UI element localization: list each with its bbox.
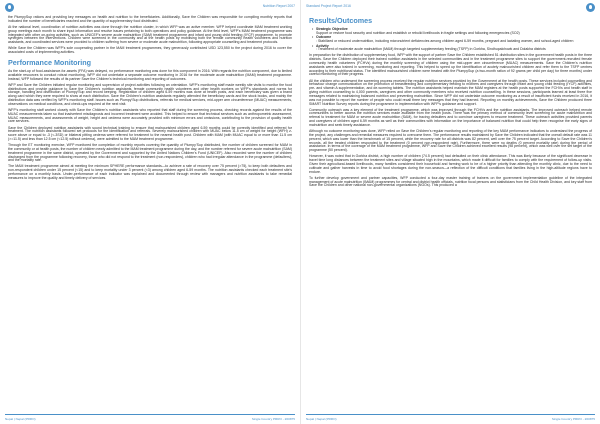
wfp-logo-icon — [586, 3, 595, 12]
footer-project: Single Country PRRO - 200875 — [251, 416, 295, 421]
paragraph: At the national level, coordination of nutrition activities was done through the nutrition cluster, in which WFP was an active member. WFP helped coordinate MAM treatment working group meetings each month to share input information and resolve issues pertaining to both operations and policy guidance. At the field level, WFP's MAM treatment programme was integrated with other on-going activities, such as UNICEF's severe acute malnutrition (SAM) treatment programme and infant and young child feeding (IYCF) programme, to promote synergies between the interventions. Children were screened in the community and at the health posts by mobilising both the female community health volunteers and nutrition assistants, and coordinated services were provided to children suffering from severe or moderate acute malnutrition, following appropriate counselling and treatment protocols. — [8, 24, 292, 45]
list-item — [316, 36, 592, 44]
page-footer — [5, 414, 295, 422]
paragraph: Through the ET monitoring exercise, WFP monitored the completion of monthly reports covering the quantity of Plumpy'Sup distributed, the number of children screened for MAM in the community or at health posts, the number of children newly admitted to the MAM treatment programme during the day, and the number referred for severe acute malnutrition (SAM) treatment programme in the same district, operated by the Government and supported by the United Nations Children's Fund (UNICEF). Also recorded were the number of children discharged from the programme following recovery, those who did not respond to the treatment (non-responders), children who had irregular attendance in the programme (defaulters), and the mortality rate. — [8, 143, 292, 163]
right-page — [300, 0, 600, 424]
section-title-performance-monitoring: Performance Monitoring — [8, 57, 92, 67]
bullet-label: • Outcome — [316, 35, 332, 40]
paragraph: All the children who underwent the screening process received the regular nutrition services provided by the Government at the health posts. These services included counselling and behaviour change communication on the promotion of breastfeeding and complementary feeding to mothers and caregivers through infant and young child feeding (IYCF) activities, pre- and vitamin A supplementation, and de-worming tablets. The nutrition assistants helped maintain the MAM registers at the health posts supported the FCHVs and health staff in giving nutrition counselling to 4,000 parents, caregivers and other community members who received nutrition counselling. In these sessions, participants learned at least three five messages related to maintaining balanced nutrition and preventing malnutrition. Since WFP did not undertake outcome monitoring as a result of insufficient funds received in 2016, it was not possible to report the number of people who could recall three key messages that they had learned. Reporting on monthly achievements, Save the Children produced three SMART Nutrition Survey reports during the programme in implementation with WFP's guidance and support. — [309, 78, 592, 106]
footer-country: Nepal | Nepal (PRRO) — [5, 416, 36, 421]
paragraph: The MAM treatment programme aimed at meeting the minimum SPHERE performance standards—to achieve a rate of recovery over 75 percent (>75), to keep both defaulters and non-respondent children under 15 percent (<15) and to keep mortality under 3 percent (<3) among children aged 6-59 months. The nutrition assistants checked each treatment site's performance on a monthly basis. Under-performance of each indicator was explained and documented through review with managers and nutrition assistants to take remedial measures to improve the quality and timely delivery of services. — [8, 164, 292, 180]
paragraph: Community outreach was a key element of the treatment programme, which was improved through the FCHVs and the nutrition assistants. The improved outreach helped remote communities to better access the nutrition services made available from the health posts. There was the primary method of community level screening for acute malnutrition and referral to treatment for MAM or severe acute malnutrition (SAM), for tracing defaulters and to convince caregivers to resume treatment. These outreach activities provided parents and caregivers of children aged 6-59 months as well as their communities with information on the importance of balanced nutrition that could help them recognise the early signs of malnutrition and seek timely assistance. — [309, 107, 592, 127]
results-bullet-list — [316, 28, 592, 52]
right-content — [309, 16, 592, 190]
list-item — [316, 45, 592, 53]
footer-project: Single Country PRRO - 200875 — [551, 416, 595, 421]
paragraph: Save the Children deployed nutrition assistants with sound technical training to ensure that malnourished children aged 6-59 months could be correctly identified and referred for treatment. The nutrition assistants followed set protocols for the identification and referrals. Severely malnourished children with MUAC below 11.5 cm or weight for height (WFH) z-score above or equal to -3 (<-3SD) or bilateral pitting oedema were referred for treatment to the nearest health post. Children with MAM (with MUAC equal to or more than 11.5 cm (>=11.5) and less than 12.5 cm (<12.5) without oedema), were admitted to the MAM treatment programme. — [8, 125, 292, 142]
bullet-text: Support or restore food security and nutrition and establish or rebuild livelihoods in fragile settings and following emergencies (SO2) — [316, 30, 520, 35]
header-report-title: Nutrition Report 2007 — [262, 4, 295, 8]
paragraph: While Save the Children was WFP's sole cooperating partner in the MAM treatment programmes, they generously contributed USD 123,550 to the project during 2016 to cover the associated costs of implementing activities. — [8, 46, 292, 55]
paragraph: However, it was noted that in Gorkha district, a high number of children (74.5 percent) had defaulted on their clinic attendance. This was likely because of the significant decrease in travel time long distances between the treatment sites and village situated high in the mountains, which made it difficult for families to comply with the requirement of follow-up visits. Given their agricultural-based livelihoods, many families considered their household and farming work to be of a higher priority than attending the monthly clinic, due to the need to cultivate and gather harvests in time to avoid food shortages during the non-season—a reflection of the difficult conditions that families living in the high-altitude regions have to endure. — [309, 154, 592, 174]
footer-country: Nepal | Nepal (PRRO) — [306, 416, 337, 421]
paragraph: the PlumpySup rations and providing key messages on health and nutrition to the beneficiaries. Additionally, Save the Children was responsible for compiling monthly reports that indicated the number of beneficiaries reached and the quantity of supplementary food distributed. — [8, 15, 292, 23]
bullet-label: • Strategic Objective — [316, 27, 348, 31]
bullet-text: : Stabilized or reduced undernutrition, including micronutrient deficiencies among children aged 6-59 months, pregnant and lactating women, and school-aged children — [316, 39, 574, 44]
paragraph: In preparation for the distribution of supplementary food, WFP with the support of partner Save the Children established 51 distribution sites in the government health posts in the three districts. Save the Children deployed their trained nutrition assistants in the selected communities and in the treatment programme sites to support the government-recruited female community health volunteers (FCHVs) during the monthly screening of children using the mid-upper arm circumference (MUAC) measurements. Save the Children's nutrition assistants were also trained in screening, monitoring and reporting. This helped to speed up the identification of acutely malnourished children and refer them to the TSFP centres according to their nutritional status. The identified malnourished children were treated with the PlumpySup (a two-month ration of 92 grams per child per day) for three months) under careful monitoring of their progress. — [309, 53, 593, 77]
paragraph: WFP's monitoring staff worked closely with Save the Children's nutrition assistants who reported that staff during the screening process, checking records against the results of the MUAC measurements taken so that inadvertent misdiagnosis and incorrect treatment were avoided. This helped to ensure that technical services such as anthropometric assessment, MUAC measurements, and assessments of weight, height and oedema were accurately provided with minimum errors and omissions, contributing to the provision of quality health care services. — [8, 107, 292, 124]
left-content — [8, 16, 292, 183]
bullet-text: : Treatment of moderate acute malnutrition (MAM) through targeted supplementary feeding (TSFP) in Gorkha, Sindhupalchowk and Dolakha districts — [316, 47, 546, 52]
paragraph: Although no outcome monitoring was done, WFP relied on Save the Children's regular monitoring and reporting of the key MAM performance indicators to understand the progress of the project, any challenges and remedial measures required to overcome them. The performance results maintained by Save the Children indicated that the overall default rate was 11 percent, which was lower than the benchmark of 15 percent, while the recovery rate for all districts was 82 percent, well over the 75 percent target. According to Save the Children's records, all the treated children responded to the treatment (0 percent non-respondent rate). Furthermore, there were no deaths (0 percent mortality rate) during the period of assistance. In terms of the coverage of the MAM treatment programme, WFP and Save the Children achieved excellent results (98 percent), which was well over the set target of the programme (50 percent). — [309, 129, 592, 153]
bullet-label: • Activity — [316, 43, 329, 48]
page-header — [5, 3, 295, 15]
section-title-results-outcomes: Results/Outcomes — [309, 16, 373, 25]
paragraph: WFP and Save the Children initiated regular monitoring and supervision of project activities following an orientation. WFP's monitoring staff made weekly site visits to monitor the food distributions and provide guidance to Save the Children's nutrition assistants, female community health volunteers and other health workers on WFP's standards and norms for storage, handling and distribution of Plumpy'Sup and record keeping. Registration of children aged 6-59 months was done at health posts, and each beneficiary was given a brand along card which they were required to show at each distribution. Save the Children's nutrition assistants regularly attended the beneficiary cards and the stock books, and mainly the distribution data was verified by WFP's monitoring staff. Issues such as Plumpy'Sup distributions, referrals for medical services, mid-upper arm circumference (MUAC) measurements, observations on medical conditions, and check-ups required at the next visit. — [8, 82, 292, 106]
paragraph: As the start-up of food-assistance-for-assets (FFA) was delayed, no performance monitoring was done for this component in 2016. With regards the nutrition component, due to limited available resources to conduct robust monitoring, WFP did not undertake a separate outcome monitoring in 2016 for the moderate acute malnutrition (MAM) treatment programme. Instead, WFP followed the results of its partner Save the Children's technical monitoring and reporting of outcomes. — [8, 68, 292, 81]
header-report-title: Standard Project Report 2016 — [306, 4, 351, 8]
page-footer — [306, 414, 595, 422]
wfp-logo-icon — [5, 3, 14, 12]
paragraph: To further develop government and partner capacities, WFP conducted a four-day master training of trainers on the government implementation guideline of the integrated management of acute malnutrition (IMAM) programmes for central and district health officials, nutrition focal persons and statisticians from the Child Health Division, and key staff from Save the Children and other national non-governmental organizations (NGOs). This produced a — [309, 175, 592, 188]
page-header — [306, 3, 595, 15]
list-item — [316, 28, 592, 36]
